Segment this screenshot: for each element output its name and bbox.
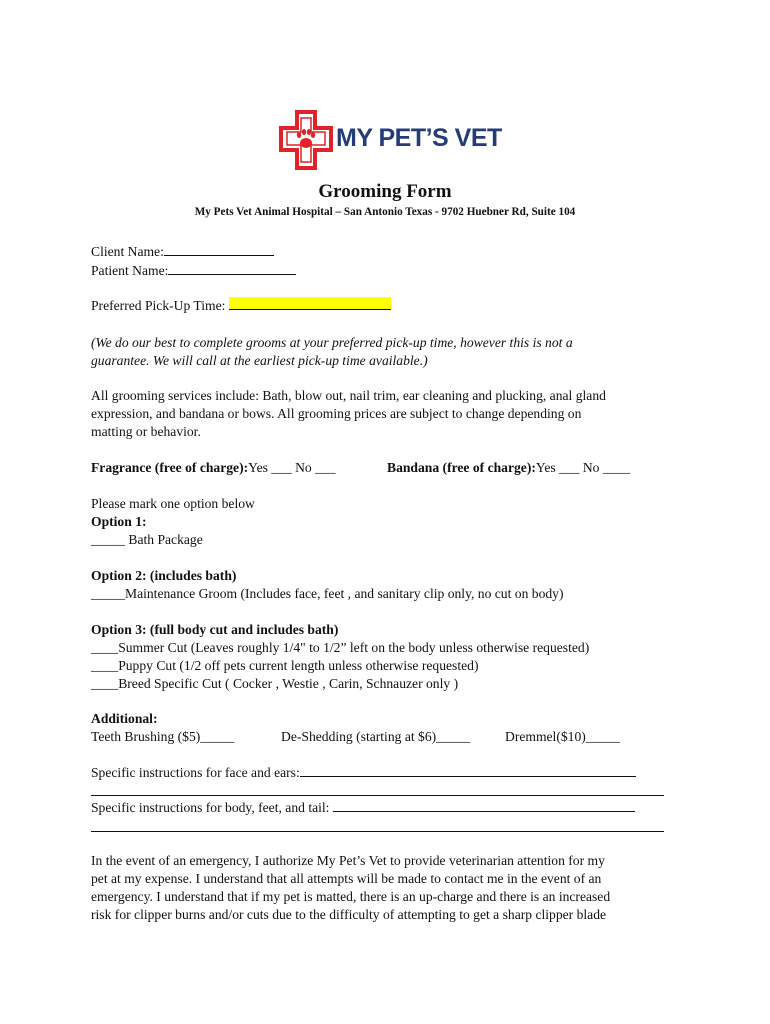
face-instructions-field[interactable] [300,764,636,777]
fragrance-options[interactable]: Yes ___ No ___ [248,460,336,475]
medical-cross-paw-icon [279,110,335,172]
body-instructions-field[interactable] [333,799,635,812]
option-2-title: Option 2: (includes bath) [91,568,237,583]
client-name-row [91,243,274,261]
bandana-options[interactable]: Yes ___ No ____ [535,460,631,475]
pickup-time-label: Preferred Pick-Up Time: [91,298,229,313]
fragrance-label: Fragrance (free of charge): [91,460,249,475]
patient-name-field[interactable] [168,262,296,275]
option-3-breed-specific-cut[interactable]: ____Breed Specific Cut ( Cocker , Westie , Carin, Schnauzer only ) [91,676,459,691]
option-3-summer-cut[interactable]: ____Summer Cut (Leaves roughly 1/4" to 1/2” left on the body unless otherwise requested) [91,640,590,655]
pickup-time-field[interactable] [229,297,391,310]
option-1-bath-package[interactable]: _____ Bath Package [91,532,203,547]
emergency-line-4: risk for clipper burns and/or cuts due to the difficulty of attempting to get a sharp clipper blade [91,907,607,922]
additional-title: Additional: [91,711,158,726]
fragrance-row [91,459,336,477]
bandana-row [387,459,630,477]
patient-name-label: Patient Name: [91,263,169,278]
body-instructions-label: Specific instructions for body, feet, and tail: [91,800,333,815]
body-instructions-line-2[interactable] [91,831,664,832]
mark-one-instruction: Please mark one option below [91,496,255,511]
pickup-note-line-2: guarantee. We will call at the earliest pick-up time available.) [91,353,428,368]
services-line-3: matting or behavior. [91,424,201,439]
form-title: Grooming Form [318,181,452,202]
option-1-title: Option 1: [91,514,147,529]
form-subtitle: My Pets Vet Animal Hospital – San Antonio Texas - 9702 Huebner Rd, Suite 104 [194,206,576,218]
pickup-note-line-1: (We do our best to complete grooms at your preferred pick-up time, however this is not a [91,335,573,350]
face-instructions-row [91,764,636,782]
patient-name-row [91,262,296,280]
emergency-line-2: pet at my expense. I understand that all attempts will be made to contact me in the event of an [91,871,602,886]
additional-teeth-brushing[interactable]: Teeth Brushing ($5)_____ [91,729,235,744]
services-line-2: expression, and bandana or bows. All grooming prices are subject to change depending on [91,406,582,421]
option-2-maintenance-groom[interactable]: _____Maintenance Groom (Includes face, feet , and sanitary clip only, no cut on body) [91,586,564,601]
face-instructions-line-2[interactable] [91,795,664,796]
face-instructions-label: Specific instructions for face and ears: [91,765,300,780]
services-line-1: All grooming services include: Bath, blow out, nail trim, ear cleaning and plucking, anal gland [91,388,606,403]
client-name-label: Client Name: [91,244,164,259]
emergency-line-3: emergency. I understand that if my pet is matted, there is an up-charge and there is an increased [91,889,611,904]
additional-dremmel[interactable]: Dremmel($10)_____ [505,729,620,744]
logo-text: MY PET’S VET [336,124,502,152]
body-instructions-row [91,799,635,817]
bandana-label: Bandana (free of charge): [387,460,536,475]
emergency-line-1: In the event of an emergency, I authorize My Pet’s Vet to provide veterinarian attention for my [91,853,605,868]
my-pets-vet-logo [279,110,502,172]
option-3-puppy-cut[interactable]: ____Puppy Cut (1/2 off pets current length unless otherwise requested) [91,658,479,673]
option-3-title: Option 3: (full body cut and includes bath) [91,622,339,637]
client-name-field[interactable] [164,243,274,256]
pickup-time-row [91,297,391,315]
additional-de-shedding[interactable]: De-Shedding (starting at $6)_____ [281,729,471,744]
